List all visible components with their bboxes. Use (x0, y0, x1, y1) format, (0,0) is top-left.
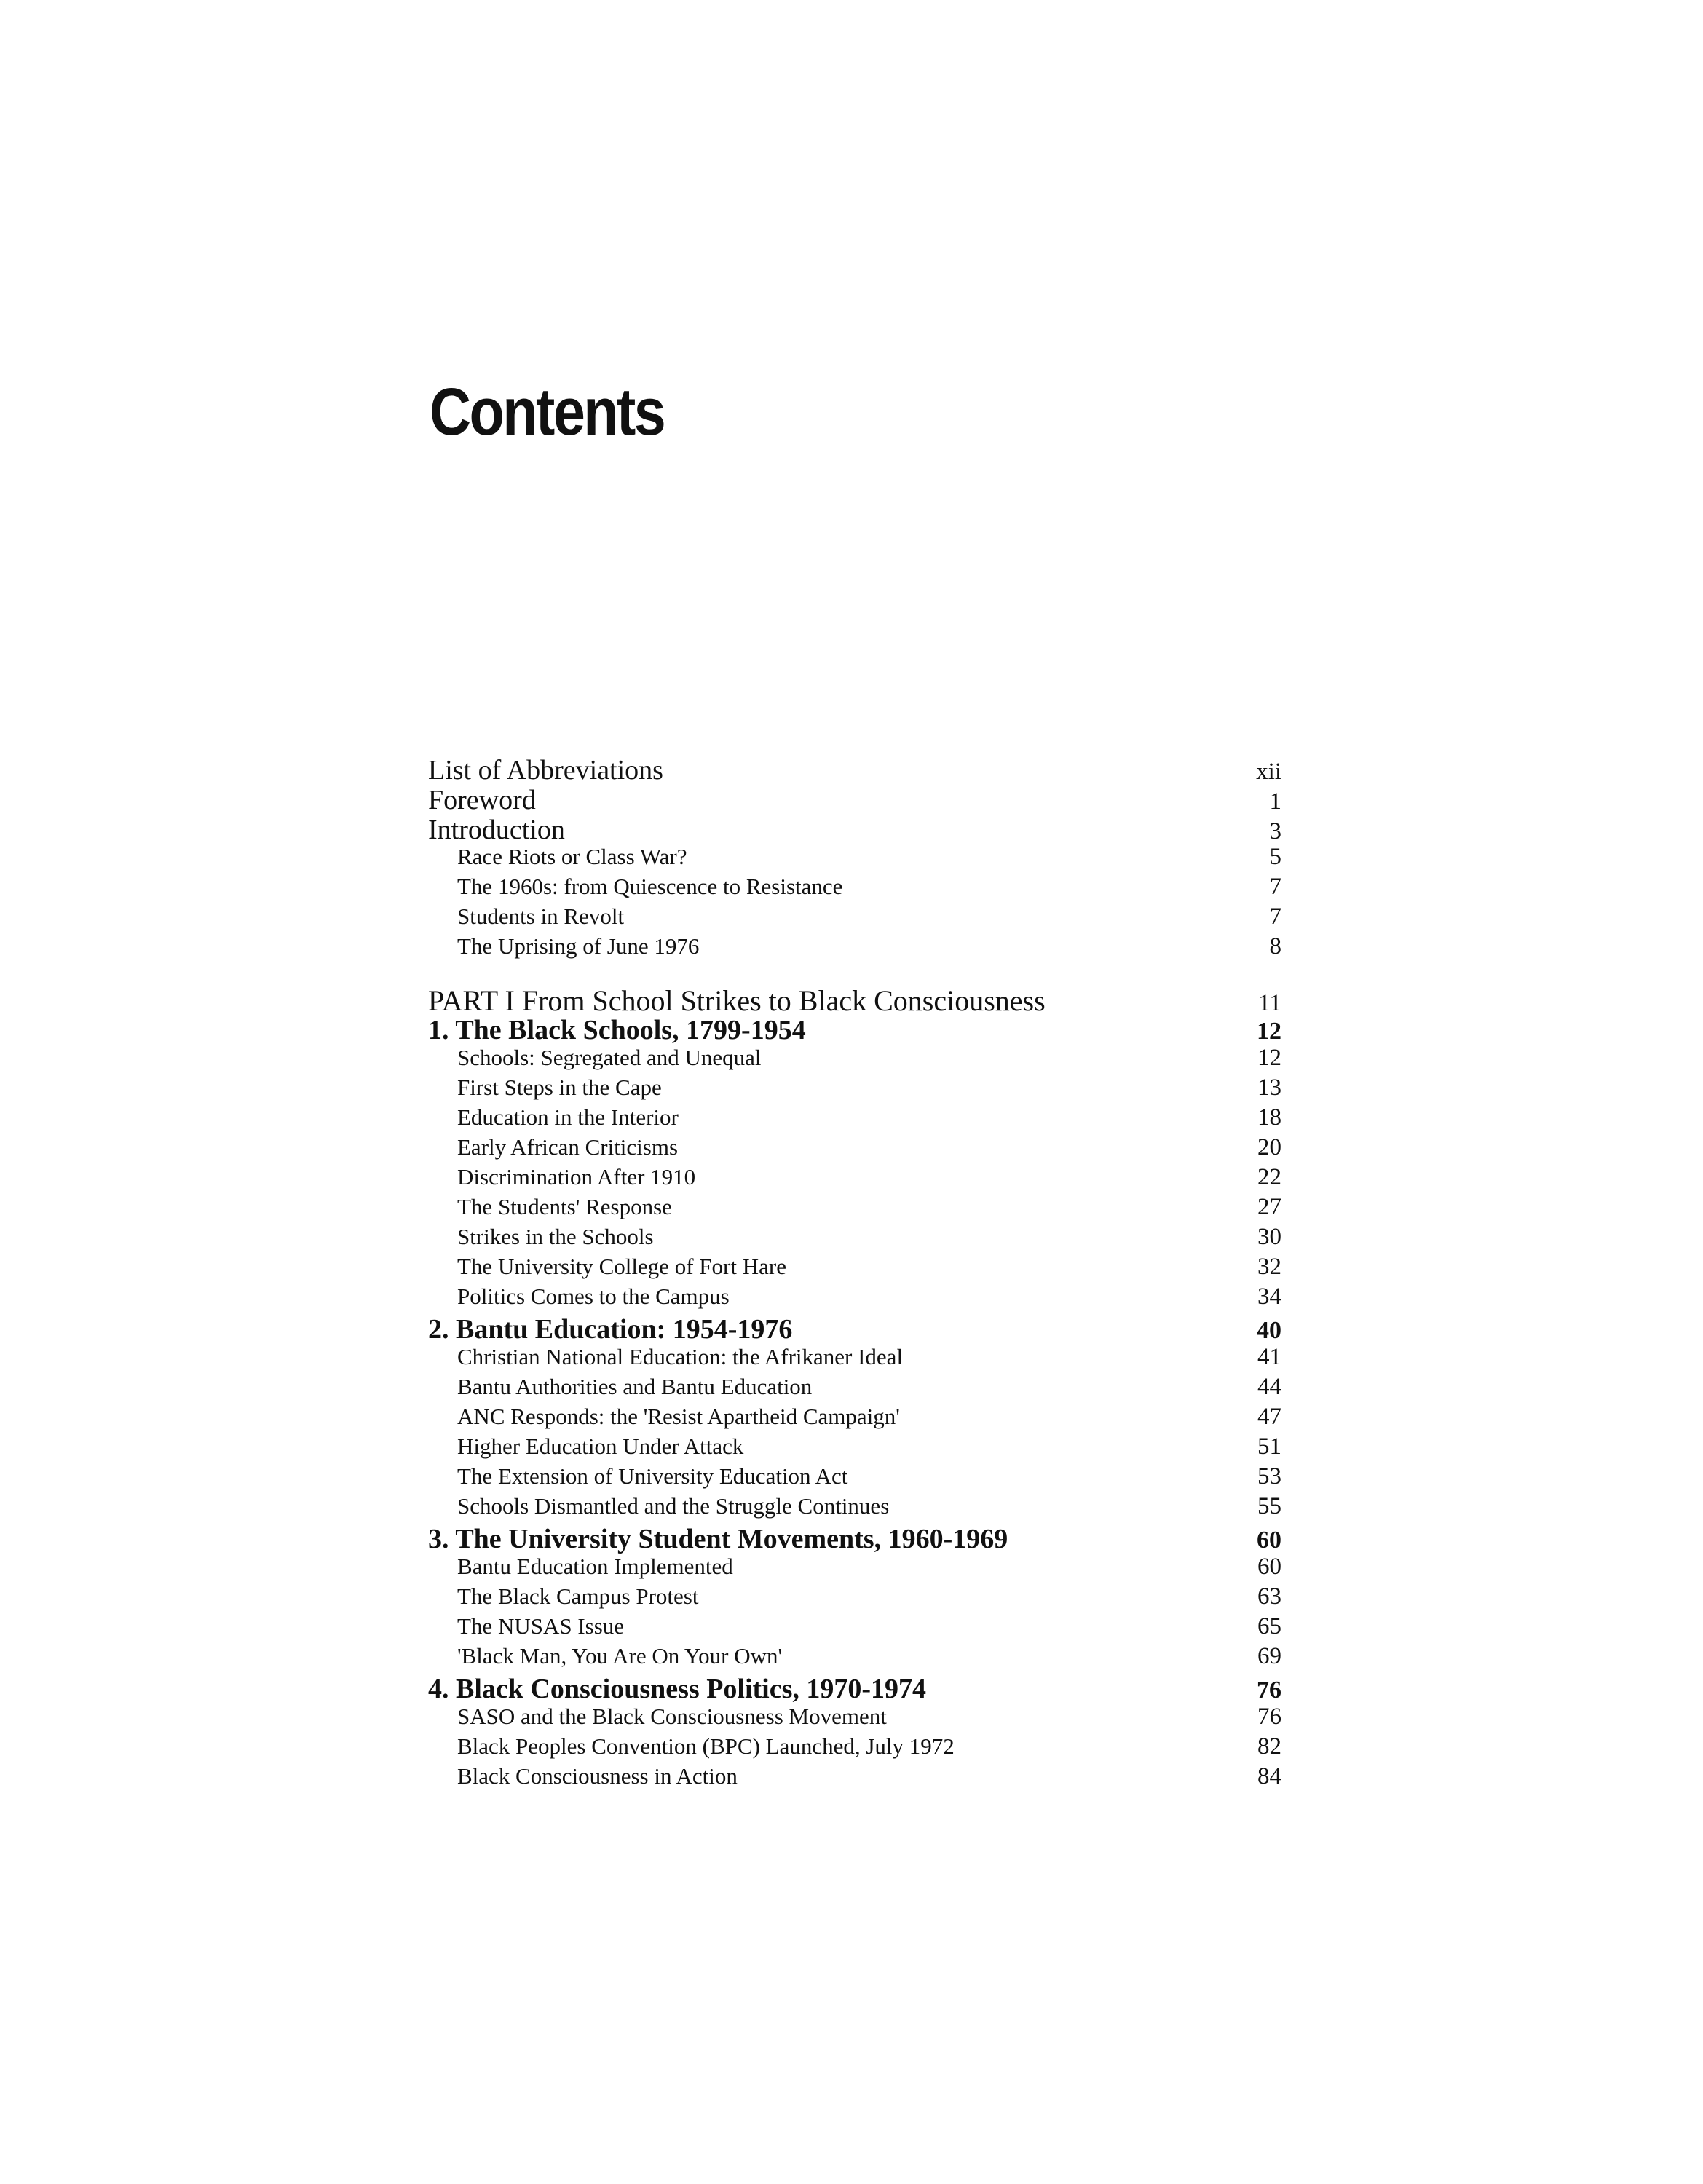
toc-entry-sub (428, 1763, 1281, 1793)
toc-entry-title: The Students' Response (457, 1194, 672, 1219)
toc-entry-page-number: 34 (1257, 1283, 1281, 1310)
toc-entry-main (428, 814, 1281, 844)
toc-entry-title: Race Riots or Class War? (457, 844, 687, 869)
toc-entry-page-number: 41 (1257, 1344, 1281, 1370)
toc-entry-title: Early African Criticisms (457, 1134, 679, 1160)
toc-entry-page-number: 55 (1257, 1493, 1281, 1519)
toc-entry-main (428, 784, 1281, 814)
toc-entry-page-number: 47 (1257, 1404, 1281, 1430)
toc-entry-title: Schools: Segregated and Unequal (457, 1045, 762, 1070)
toc-entry-page-number: 82 (1257, 1733, 1281, 1760)
toc-entry-sub (428, 1164, 1281, 1194)
toc-entry-title: Foreword (428, 785, 536, 815)
toc-entry-page-number: 69 (1257, 1643, 1281, 1669)
toc-entry-title: Bantu Education Implemented (457, 1554, 733, 1579)
toc-entry-title: Christian National Education: the Afrikaner Ideal (457, 1344, 904, 1369)
toc-entry-page-number: 11 (1258, 990, 1281, 1016)
page-title: Contents (430, 375, 665, 449)
toc-entry-title: Bantu Authorities and Bantu Education (457, 1374, 813, 1399)
toc-entry-sub (428, 1613, 1281, 1643)
toc-entry-chapter (428, 1673, 1281, 1704)
toc-entry-title: Higher Education Under Attack (457, 1433, 744, 1459)
toc-entry-title: List of Abbreviations (428, 755, 663, 786)
toc-entry-sub (428, 1045, 1281, 1075)
toc-entry-title: Black Peoples Convention (BPC) Launched, July 1972 (457, 1733, 955, 1759)
toc-entry-page-number: 51 (1257, 1433, 1281, 1460)
toc-entry-sub (428, 1374, 1281, 1404)
toc-entry-page-number: 5 (1269, 844, 1281, 870)
toc-entry-part (428, 984, 1281, 1017)
toc-entry-sub (428, 1104, 1281, 1134)
toc-entry-title: The Uprising of June 1976 (457, 933, 700, 959)
toc-entry-page-number: 18 (1257, 1104, 1281, 1131)
toc-entry-sub (428, 1643, 1281, 1673)
toc-entry-page-number: 65 (1257, 1613, 1281, 1639)
toc-entry-sub (428, 1463, 1281, 1493)
toc-entry-page-number: 13 (1257, 1075, 1281, 1101)
toc-entry-page-number: 12 (1257, 1018, 1281, 1045)
toc-entry-title: Discrimination After 1910 (457, 1164, 696, 1190)
toc-entry-sub (428, 1283, 1281, 1313)
toc-entry-title: Black Consciousness in Action (457, 1763, 738, 1789)
toc-entry-page-number: 30 (1257, 1224, 1281, 1250)
toc-entry-sub (428, 1134, 1281, 1164)
toc-entry-sub (428, 1704, 1281, 1733)
table-of-contents (428, 754, 1281, 1793)
toc-entry-sub (428, 1493, 1281, 1523)
toc-entry-title: Strikes in the Schools (457, 1224, 654, 1249)
toc-entry-sub (428, 1254, 1281, 1283)
toc-entry-page-number: 3 (1269, 818, 1281, 844)
toc-entry-page-number: 53 (1257, 1463, 1281, 1489)
toc-entry-title: ANC Responds: the 'Resist Apartheid Campaign' (457, 1404, 900, 1429)
toc-entry-chapter (428, 1313, 1281, 1344)
section-gap (428, 963, 1281, 984)
toc-entry-page-number: 44 (1257, 1374, 1281, 1400)
toc-entry-title: The 1960s: from Quiescence to Resistance (457, 874, 843, 899)
toc-entry-page-number: xii (1256, 759, 1281, 785)
toc-entry-title: Politics Comes to the Campus (457, 1283, 730, 1309)
toc-entry-title: 'Black Man, You Are On Your Own' (457, 1643, 783, 1669)
toc-entry-page-number: 84 (1257, 1763, 1281, 1789)
toc-entry-sub (428, 1404, 1281, 1433)
toc-entry-sub (428, 1733, 1281, 1763)
toc-entry-page-number: 12 (1257, 1045, 1281, 1071)
toc-entry-sub (428, 903, 1281, 933)
toc-entry-page-number: 40 (1257, 1317, 1281, 1344)
toc-entry-page-number: 20 (1257, 1134, 1281, 1160)
toc-entry-sub (428, 844, 1281, 874)
toc-front-matter (428, 754, 1281, 963)
toc-entry-page-number: 76 (1257, 1704, 1281, 1730)
toc-entry-page-number: 76 (1257, 1677, 1281, 1704)
toc-entry-sub (428, 874, 1281, 903)
toc-entry-title: 4. Black Consciousness Politics, 1970-1974 (428, 1674, 927, 1704)
toc-entry-page-number: 7 (1269, 903, 1281, 930)
toc-entry-sub (428, 1433, 1281, 1463)
toc-part-one (428, 984, 1281, 1793)
toc-entry-title: The Black Campus Protest (457, 1583, 699, 1609)
toc-entry-page-number: 60 (1257, 1554, 1281, 1580)
toc-entry-title: The Extension of University Education Act (457, 1463, 848, 1489)
toc-entry-sub (428, 1583, 1281, 1613)
toc-entry-sub (428, 933, 1281, 963)
toc-entry-page-number: 8 (1269, 933, 1281, 960)
toc-entry-sub (428, 1194, 1281, 1224)
toc-entry-sub (428, 1554, 1281, 1583)
toc-entry-title: Education in the Interior (457, 1104, 679, 1130)
toc-entry-title: 2. Bantu Education: 1954-1976 (428, 1314, 793, 1345)
toc-entry-title: 1. The Black Schools, 1799-1954 (428, 1015, 806, 1045)
toc-entry-page-number: 63 (1257, 1583, 1281, 1610)
toc-entry-title: 3. The University Student Movements, 1960-1969 (428, 1524, 1008, 1554)
toc-entry-title: The University College of Fort Hare (457, 1254, 786, 1279)
toc-entry-page-number: 60 (1257, 1527, 1281, 1554)
toc-entry-title: Students in Revolt (457, 903, 625, 929)
toc-entry-page-number: 22 (1257, 1164, 1281, 1190)
toc-entry-title: The NUSAS Issue (457, 1613, 625, 1639)
toc-entry-chapter (428, 1014, 1281, 1045)
toc-entry-chapter (428, 1523, 1281, 1554)
toc-entry-sub (428, 1224, 1281, 1254)
toc-entry-title: PART I From School Strikes to Black Consciousness (428, 984, 1046, 1017)
toc-entry-page-number: 32 (1257, 1254, 1281, 1280)
toc-entry-page-number: 1 (1269, 788, 1281, 815)
toc-entry-title: Introduction (428, 815, 565, 845)
toc-entry-page-number: 27 (1257, 1194, 1281, 1220)
toc-entry-title: First Steps in the Cape (457, 1075, 662, 1100)
toc-entry-sub (428, 1075, 1281, 1104)
toc-entry-sub (428, 1344, 1281, 1374)
toc-entry-title: Schools Dismantled and the Struggle Continues (457, 1493, 890, 1519)
toc-entry-main (428, 754, 1281, 784)
toc-entry-title: SASO and the Black Consciousness Movement (457, 1704, 887, 1729)
toc-entry-page-number: 7 (1269, 874, 1281, 900)
